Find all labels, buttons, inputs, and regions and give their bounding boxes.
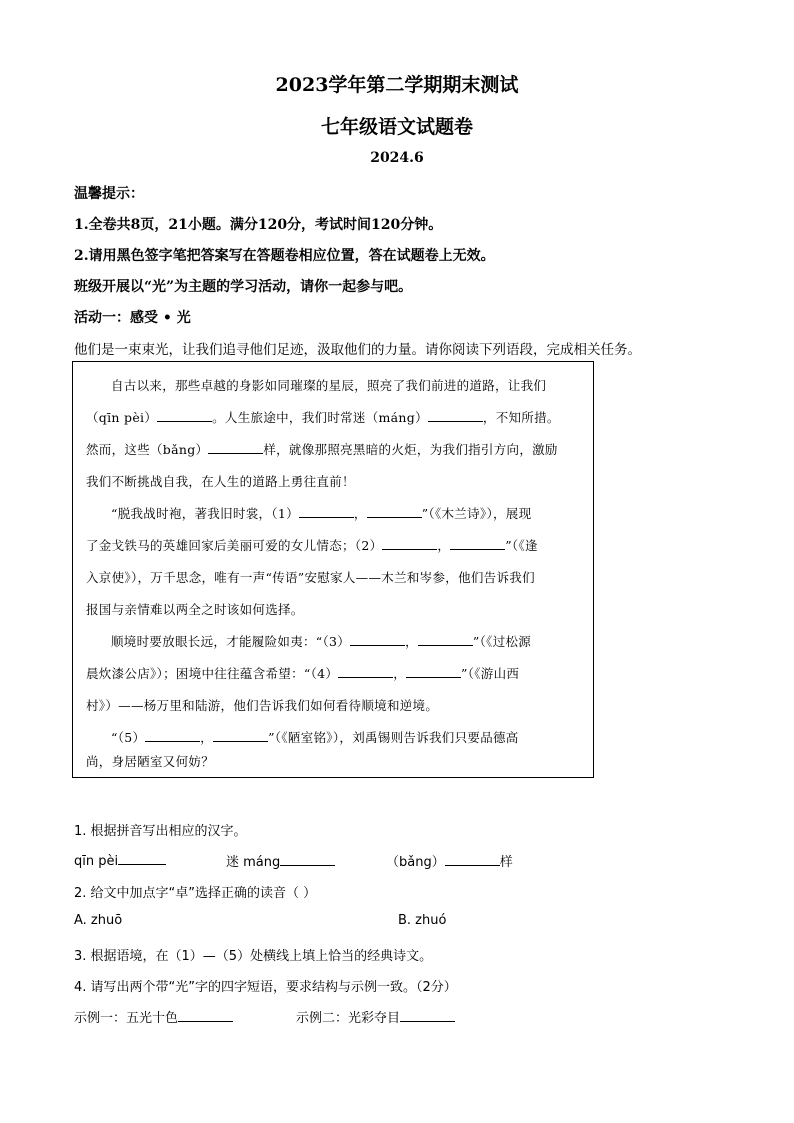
answer-blank [382, 537, 437, 550]
passage-line: 自古以来，那些卓越的身影如同璀璨的星辰，照亮了我们前进的道路，让我们 [111, 378, 547, 393]
answer-blank [299, 505, 354, 518]
passage-line [86, 664, 519, 682]
question-1-item-c [386, 851, 513, 870]
answer-blank [338, 665, 393, 678]
example-text: 示例二：光彩夺目 [296, 1011, 401, 1026]
passage-line [111, 728, 519, 746]
passage-line [86, 408, 560, 426]
passage-text: ”（《木兰诗》），展现 [421, 506, 532, 521]
answer-blank [450, 537, 505, 550]
passage-line: 尚，身居陋室又何妨？ [86, 754, 215, 769]
passage-line: 报国与亲情难以两全之时该如何选择。 [86, 602, 304, 617]
pinyin-label: 迷 máng [226, 855, 281, 870]
answer-blank [208, 441, 263, 454]
passage-text: 了金戈铁马的英雄回家后美丽可爱的女儿情态；（2） [86, 538, 383, 553]
example-text: 示例一：五光十色 [74, 1011, 179, 1026]
passage-text: “脱我战时袍，著我旧时裳，（1） [111, 506, 299, 521]
passage-text: ”（《陋室铭》），刘禹锡则告诉我们只要品德高 [268, 730, 519, 745]
answer-blank [400, 1008, 455, 1022]
question-2-option-a: A. zhuō [74, 913, 123, 928]
answer-blank [406, 665, 461, 678]
passage-text: ， [393, 666, 407, 681]
passage-text: ， [200, 730, 214, 745]
notice-item-2: 2.请用黑色签字笔把答案写在答题卷相应位置，答在试题卷上无效。 [74, 248, 495, 264]
passage-line: 入京使》），万千思念，唯有一声“传语”安慰家人——木兰和岑参，他们告诉我们 [86, 570, 535, 585]
answer-blank [157, 409, 212, 422]
answer-blank [178, 1008, 233, 1022]
answer-blank [118, 851, 166, 865]
activity-intro: 班级开展以“光”为主题的学习活动，请你一起参与吧。 [74, 279, 413, 295]
notice-item-1: 1.全卷共8页，21小题。满分120分，考试时间120分钟。 [74, 217, 443, 233]
passage-line [111, 504, 531, 522]
question-4-example-2 [296, 1007, 455, 1026]
pinyin-tail: 样 [499, 855, 513, 870]
passage-text: ”（《游山西 [461, 666, 520, 681]
answer-blank [367, 505, 422, 518]
activity-title: 活动一：感受 • 光 [74, 310, 191, 326]
pinyin-qinpei: （qīn pèi） [86, 410, 158, 425]
question-3: 3. 根据语境，在（1）—（5）处横线上填上恰当的经典诗文。 [74, 949, 433, 964]
answer-blank [280, 852, 335, 866]
pinyin-label: （bǎng） [386, 855, 445, 870]
answer-blank [213, 729, 268, 742]
passage-line: 村》）——杨万里和陆游，他们告诉我们如何看待顺境和逆境。 [86, 698, 439, 713]
exam-date: 2024.6 [370, 150, 424, 166]
passage-text: 顺境时要放眼长远，才能履险如夷：“（3） [111, 634, 351, 649]
exam-title: 2023学年第二学期期末测试 [275, 74, 519, 96]
passage-line [86, 536, 538, 554]
passage-text: 。人生旅途中，我们时常迷（máng） [212, 410, 428, 425]
exam-subtitle: 七年级语文试题卷 [320, 116, 473, 138]
passage-line [111, 632, 531, 650]
pinyin-label: qīn pèi [74, 854, 119, 869]
answer-blank [145, 729, 200, 742]
answer-blank [350, 633, 405, 646]
passage-line [86, 440, 558, 458]
question-4: 4. 请写出两个带“光”字的四字短语，要求结构与示例一致。（2分） [74, 980, 457, 995]
reading-passage-box [72, 361, 594, 778]
answer-blank [445, 852, 500, 866]
notice-heading: 温馨提示： [74, 186, 144, 202]
passage-text: 样，就像那照亮黑暗的火炬，为我们指引方向，激励 [263, 442, 558, 457]
passage-text: ， [353, 506, 367, 521]
passage-text: ”（《过松源 [472, 634, 532, 649]
passage-text: “（5） [111, 730, 146, 745]
activity-instruction: 他们是一束束光，让我们追寻他们足迹，汲取他们的力量。请你阅读下列语段，完成相关任务。 [74, 342, 641, 358]
question-1-item-a [74, 851, 166, 869]
passage-text: 然而，这些（bǎng） [86, 442, 209, 457]
passage-text: ， [437, 538, 451, 553]
passage-text: ， [405, 634, 418, 649]
answer-blank [418, 633, 473, 646]
question-2-option-b: B. zhuó [398, 913, 447, 928]
answer-blank [428, 409, 483, 422]
question-1: 1. 根据拼音写出相应的汉字。 [74, 824, 247, 839]
passage-text: ，不知所措。 [482, 410, 560, 425]
question-4-example-1 [74, 1007, 233, 1026]
question-2: 2. 给文中加点字“卓”选择正确的读音（ ） [74, 886, 317, 901]
question-1-item-b [226, 851, 335, 870]
passage-text: ”（《逢 [505, 538, 538, 553]
passage-text: 晨炊漆公店》）；困境中往往蕴含希望：“（4） [86, 666, 339, 681]
passage-line: 我们不断挑战自我，在人生的道路上勇往直前！ [86, 474, 355, 489]
